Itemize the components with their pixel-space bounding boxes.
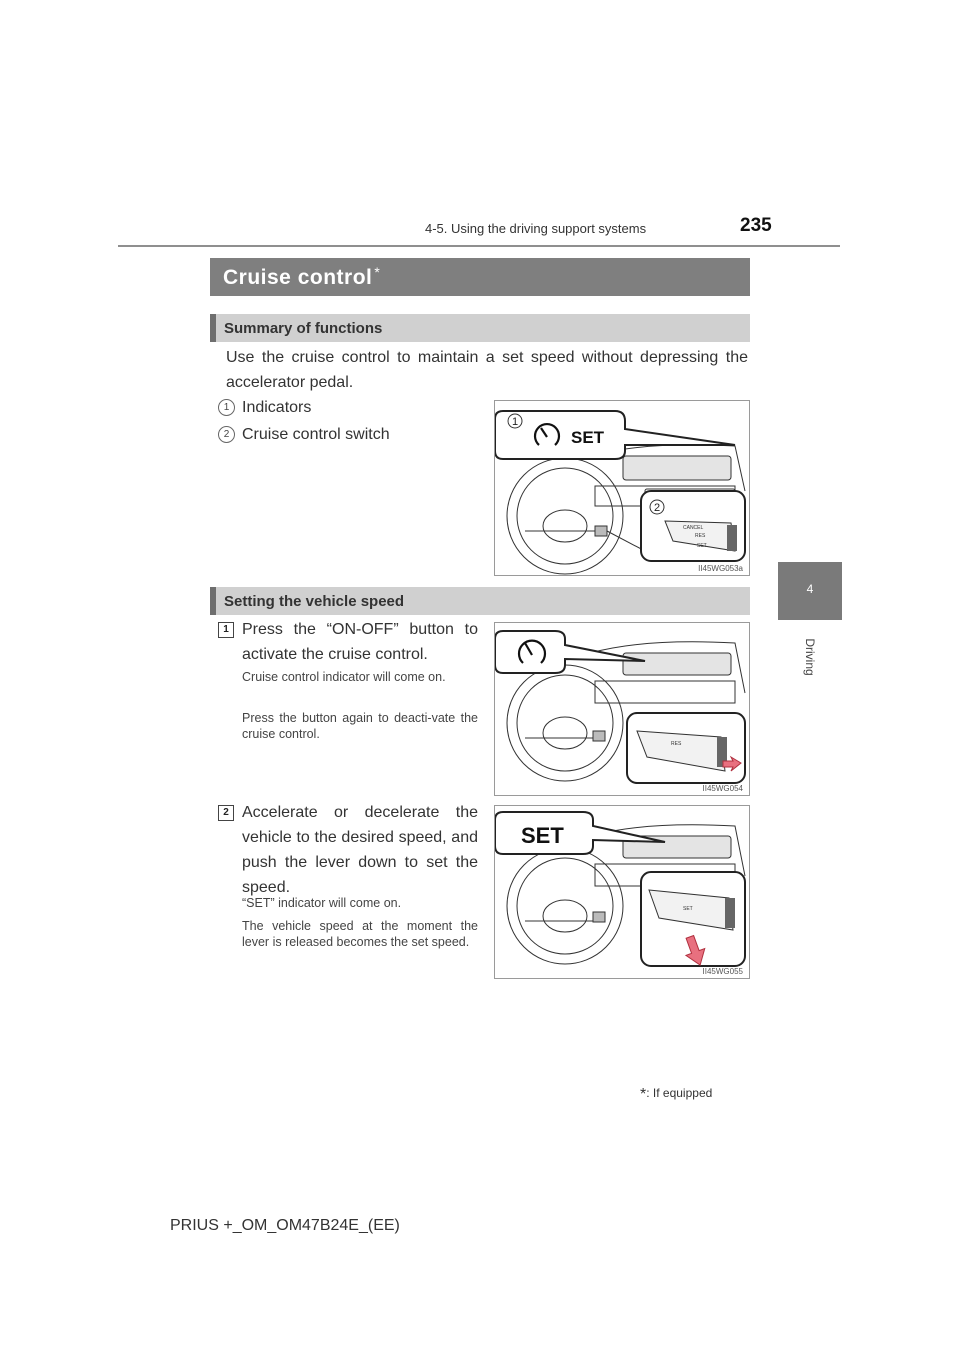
lever-set-text: SET — [697, 543, 707, 549]
chapter-label: Driving — [803, 638, 817, 676]
heading-accent — [210, 587, 216, 615]
figure-set-speed — [494, 805, 750, 979]
figure-code: II45WG055 — [702, 967, 743, 976]
step-number-2: 2 — [218, 805, 234, 821]
set-indicator-label: SET — [521, 823, 564, 848]
main-title — [223, 264, 380, 290]
summary-heading: Summary of functions — [224, 320, 383, 337]
document-id: PRIUS +_OM_OM47B24E_(EE) — [170, 1217, 400, 1234]
lever-cancel-text: CANCEL — [683, 525, 704, 531]
summary-heading-bar — [210, 314, 750, 342]
figure-code: II45WG053a — [698, 564, 743, 573]
figure-1-drawing — [495, 401, 749, 575]
summary-intro: Use the cruise control to maintain a set speed without depressing the accelerator pedal. — [226, 349, 748, 391]
main-title-text: Cruise control — [223, 266, 373, 289]
chapter-number: 4 — [806, 582, 814, 596]
chapter-tab[interactable] — [778, 562, 842, 620]
step-2-text: Accelerate or decelerate the vehicle to the desired speed, and push the lever down to set the speed. — [242, 804, 478, 896]
figure-on-off-button — [494, 622, 750, 796]
header-rule — [118, 245, 840, 247]
page-number: 235 — [740, 215, 772, 236]
figure-indicators-switch — [494, 400, 750, 576]
item-number-2: 2 — [218, 426, 235, 443]
item-label-switch: Cruise control switch — [242, 426, 390, 443]
step-number-1: 1 — [218, 622, 234, 638]
lever-res-text: RES — [671, 741, 682, 747]
setting-heading: Setting the vehicle speed — [224, 593, 405, 610]
setting-heading-bar — [210, 587, 750, 615]
step-1-note-2: Press the button again to deacti-vate the cruise control. — [242, 711, 478, 741]
figure-3-drawing — [495, 806, 749, 978]
step-2-note-2: The vehicle speed at the moment the lever is released becomes the set speed. — [242, 919, 478, 949]
lever-res-text: RES — [695, 533, 706, 539]
section-title: 4-5. Using the driving support systems — [425, 221, 647, 236]
footnote-mark: * — [640, 1086, 647, 1103]
callout-1-bubble — [495, 411, 735, 459]
heading-accent — [210, 314, 216, 342]
lever-set-text: SET — [683, 906, 693, 912]
main-title-bar — [210, 258, 750, 296]
step-1-note-1: Cruise control indicator will come on. — [242, 670, 446, 684]
step-1-text: Press the “ON-OFF” button to activate the cruise control. — [242, 621, 478, 663]
figure-2-drawing — [495, 623, 749, 795]
callout-2-number: 2 — [653, 502, 661, 514]
set-indicator-label: SET — [571, 428, 605, 447]
figure-code: II45WG054 — [702, 784, 743, 793]
step-2-note-1: “SET” indicator will come on. — [242, 896, 402, 910]
footnote — [640, 1086, 712, 1104]
item-label-indicators: Indicators — [242, 399, 312, 416]
if-equipped-mark: * — [374, 264, 381, 280]
item-number-1: 1 — [218, 399, 235, 416]
callout-1-number: 1 — [511, 416, 519, 428]
footnote-text: : If equipped — [646, 1086, 713, 1100]
